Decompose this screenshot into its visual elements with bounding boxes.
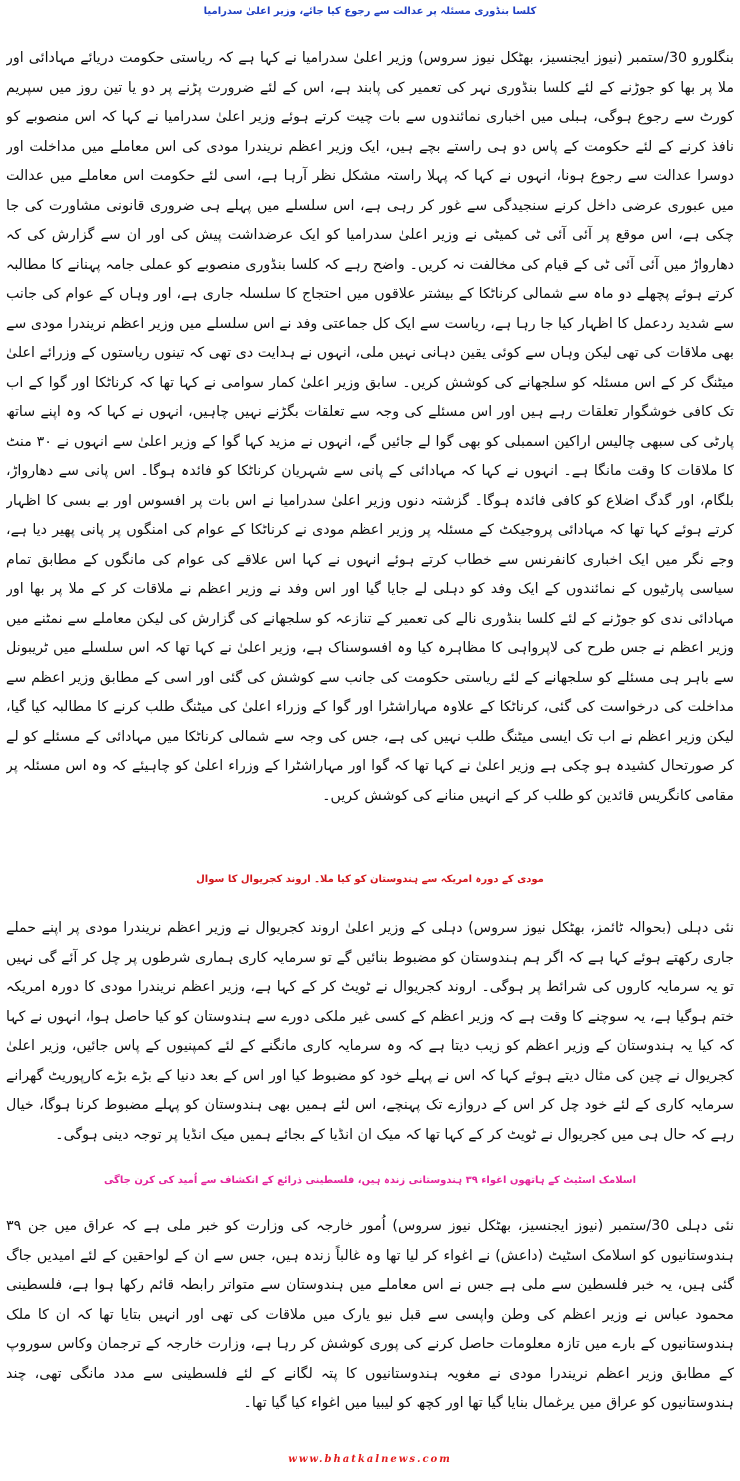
article-3-body: نئی دہلی 30/ستمبر (نیوز ایجنسیز، بھٹکل نیوز سروس) اُمور خارجہ کی وزارت کو خبر ملی ہے کہ عراق میں جن ۳۹ ہندوستانیوں کو اسلامک اسٹیٹ (داعش) نے اغواء کر لیا تھا وہ غالباً زندہ ہیں، جس سے ان کے لواحقین کے لئے امیدیں جاگ گئی ہیں، یہ خبر فلسطین سے ملی ہے جس نے اس معاملے میں ہندوستان سے متواتر رابطہ قائم رکھا ہوا ہے، فلسطینی محمود عباس نے وزیر اعظم کی وطن واپسی سے قبل نیو یارک میں ملاقات کی تھی اور انہیں بتایا تھا کہ ان کا ملک ہندوستانیوں کے بارے میں تازہ معلومات حاصل کرنے کی پوری کوشش کر رہا ہے، وزارت خارجہ کے ترجمان وکاس سوروپ کے مطابق وزیر اعظم نریندرا مودی نے مغویہ ہندوستانیوں کا پتہ لگانے کے لئے فلسطینی سے مدد مانگی تھی، چند ہندوستانیوں کو عراق میں یرغمال بنایا گیا تھا اور کچھ کو لیبیا میں اغواء کیا گیا تھا۔ bbox=[6, 1218, 734, 1411]
site-url-banner[interactable]: www.bhatkalnews.com bbox=[288, 1454, 452, 1465]
article-3-headline: اسلامک اسٹیٹ کے ہاتھوں اغواء ۳۹ ہندوستانی زندہ ہیں، فلسطینی ذرائع کے انکشاف سے اُمید کی کرن جاگی bbox=[103, 1175, 637, 1186]
article-2-headline: مودی کے دورہ امریکہ سے ہندوستان کو کیا ملا۔ اروند کجریوال کا سوال bbox=[196, 874, 544, 885]
article-2-body: نئی دہلی (بحوالہ ٹائمز، بھٹکل نیوز سروس) دہلی کے وزیر اعلیٰ اروند کجریوال نے وزیر اعظم نریندرا مودی پر اپنے حملے جاری رکھتے ہوئے کہا ہے کہ اگر ہم ہندوستان کو مضبوط بنائیں گے تو سرمایہ کاری ہماری شرطوں پر چل کر آئے گی نہیں تو یہ سرمایہ کاروں کی شرائط پر ہوگی۔ اروند کجریوال نے ٹویٹ کر کے کہا ہے، وزیر اعظم نریندرا مودی کا دورہ امریکہ ختم ہوگیا ہے، یہ سوچنے کا وقت ہے کہ وزیر اعظم کے کسی غیر ملکی دورے سے ہندوستان کو کیا حاصل ہوا، انہوں نے کہا کہ کیا یہ ہندوستان کے وزیر اعظم کو زیب دیتا ہے کہ وہ سرمایہ کاری مانگنے کے لئے کمپنیوں کے پاس جائیں، وزیر اعلیٰ کجریوال نے چین کی مثال دیتے ہوئے کہا کہ اس نے پہلے خود کو مضبوط کیا اور اس کے بعد دنیا کے بڑے بڑے کارپوریٹ گھرانے سرمایہ کاری کے لئے خود چل کر اس کے دروازے تک پہنچے، اس لئے ہمیں بھی ہندوستان کو پہلے مضبوط کرنا ہوگا، خیال رہے کہ حال ہی میں کجریوال نے ٹویٹ کر کے کہا تھا کہ میک ان انڈیا کے بجائے ہمیں میک انڈیا پر توجہ دینی ہوگی۔ bbox=[6, 920, 734, 1143]
article-1-body: بنگلورو 30/ستمبر (نیوز ایجنسیز، بھٹکل نیوز سروس) وزیر اعلیٰ سدرامیا نے کہا ہے کہ ریاستی حکومت دریائے مہادائی اور ملا پر بھا کو جوڑنے کے لئے کلسا بنڈوری نہر کی تعمیر کی پابند ہے، اس کے لئے ضرورت پڑنے پر دو یا تین روز میں سپریم کورٹ سے رجوع ہوگی، ہبلی میں اخباری نمائندوں سے بات چیت کرتے ہوئے وزیر اعلیٰ سدرامیا نے کہا کہ اس منصوبے کو نافذ کرنے کے لئے حکومت کے پاس دو ہی راستے بچے ہیں، ایک وزیر اعظم نریندرا مودی کی اس معاملے میں مداخلت اور دوسرا عدالت سے رجوع ہونا، انہوں نے کہا کہ پہلا راستہ مشکل نظر آرہا ہے، اسی لئے حکومت اس معاملے میں عدالت میں عبوری عرضی داخل کرنے سنجیدگی سے غور کر رہی ہے، اس سلسلے میں پہلے ہی ضروری قانونی مشاورت کی جا چکی ہے، اس موقع پر آئی آئی ٹی کمیٹی نے وزیر اعلیٰ سدرامیا کو ایک عرضداشت پیش کی اور ان سے گزارش کی کہ دھارواڑ میں آئی آئی ٹی کے قیام کی مخالفت نہ کریں۔ واضح رہے کہ کلسا بنڈوری منصوبے کو عملی جامہ پہنانے کا مطالبہ کرتے ہوئے پچھلے دو ماہ سے شمالی کرناٹکا کے بیشتر علاقوں میں احتجاج کا سلسلہ جاری ہے، اور وہاں کے عوام کی جانب سے شدید ردعمل کا اظہار کیا جا رہا ہے، ریاست سے ایک کل جماعتی وفد نے اس سلسلے میں وزیر اعظم نریندرا مودی سے بھی ملاقات کی تھی لیکن وہاں سے کوئی یقین دہانی نہیں ملی، انہوں نے ہدایت دی تھی کہ تینوں ریاستوں کے وزرائے اعلیٰ میٹنگ کر کے اس مسئلہ کو سلجھانے کی کوشش کریں۔ سابق وزیر اعلیٰ کمار سوامی نے کہا تھا کہ کرناٹکا اور گوا کے اب تک کافی خوشگوار تعلقات رہے ہیں اور اس مسئلے کی وجہ سے تعلقات بگڑنے نہیں چاہیں، انہوں نے کہا کہ وہ اپنے ساتھ پارٹی کی سبھی چالیس اراکین اسمبلی کو بھی گوا لے جائیں گے، انہوں نے مزید کہا گوا کے وزیر اعلیٰ سے انہوں نے ۳۰ منٹ کا ملاقات کا وقت مانگا ہے۔ انہوں نے کہا کہ مہادائی کے پانی سے شہریان کرناٹکا کو فائدہ ہوگا۔ اس پانی سے دھارواڑ، بلگام، اور گدگ اضلاع کو کافی فائدہ ہوگا۔ گزشتہ دنوں وزیر اعلیٰ سدرامیا نے اس بات پر افسوس اور بے بسی کا اظہار کرتے ہوئے کہا تھا کہ مہادائی پروجیکٹ کے مسئلہ پر وزیر اعظم مودی نے کرناٹکا کے عوام کی امنگوں پر پانی پھیر دیا ہے، وجے نگر میں ایک اخباری کانفرنس سے خطاب کرتے ہوئے انہوں نے کہا اس علاقے کی عوام کی مانگوں کے مطابق تمام سیاسی پارٹیوں کے نمائندوں کے ایک وفد کو دہلی لے جایا گیا اور اس وفد نے وزیر اعظم نے ملاقات کر کے ملا پر بھا اور مہادائی ندی کو جوڑنے کے لئے کلسا بنڈوری نالے کی تعمیر کے تنازعہ کو سلجھانے کی گزارش کی لیکن معاملے سے نمٹنے میں وزیر اعظم نے جس طرح کی لاپرواہی کا مظاہرہ کیا وہ افسوسناک ہے، وزیر اعلیٰ نے کہا تھا کہ اس سلسلے میں ٹریبونل سے باہر ہی مسئلے کو سلجھانے کے لئے ریاستی حکومت کی جانب سے کوشش کی گئی اور اسی کے مطابق وزیر اعظم سے مداخلت کی درخواست کی گئی، کرناٹکا کے علاوہ مہاراشٹرا اور گوا کے وزراء اعلیٰ کی میٹنگ طلب کرنے کا مطالبہ کیا گیا، لیکن وزیر اعظم نے اب تک ایسی میٹنگ طلب نہیں کی ہے، جس کی وجہ سے شمالی کرناٹکا میں مہادائی کے مسئلے کو لے کر صورتحال کشیدہ ہو چکی ہے وزیر اعلیٰ نے کہا تھا کہ گوا اور مہاراشٹرا کے وزراء اعلیٰ کو چاہیئے کہ وہ اس مسئلہ پر مقامی کانگریس قائدین کو طلب کر کے انہیں منانے کی کوشش کریں۔ bbox=[6, 50, 734, 804]
article-1-headline: کلسا بنڈوری مسئلہ پر عدالت سے رجوع کیا جائے، وزیر اعلیٰ سدرامیا bbox=[203, 6, 537, 17]
